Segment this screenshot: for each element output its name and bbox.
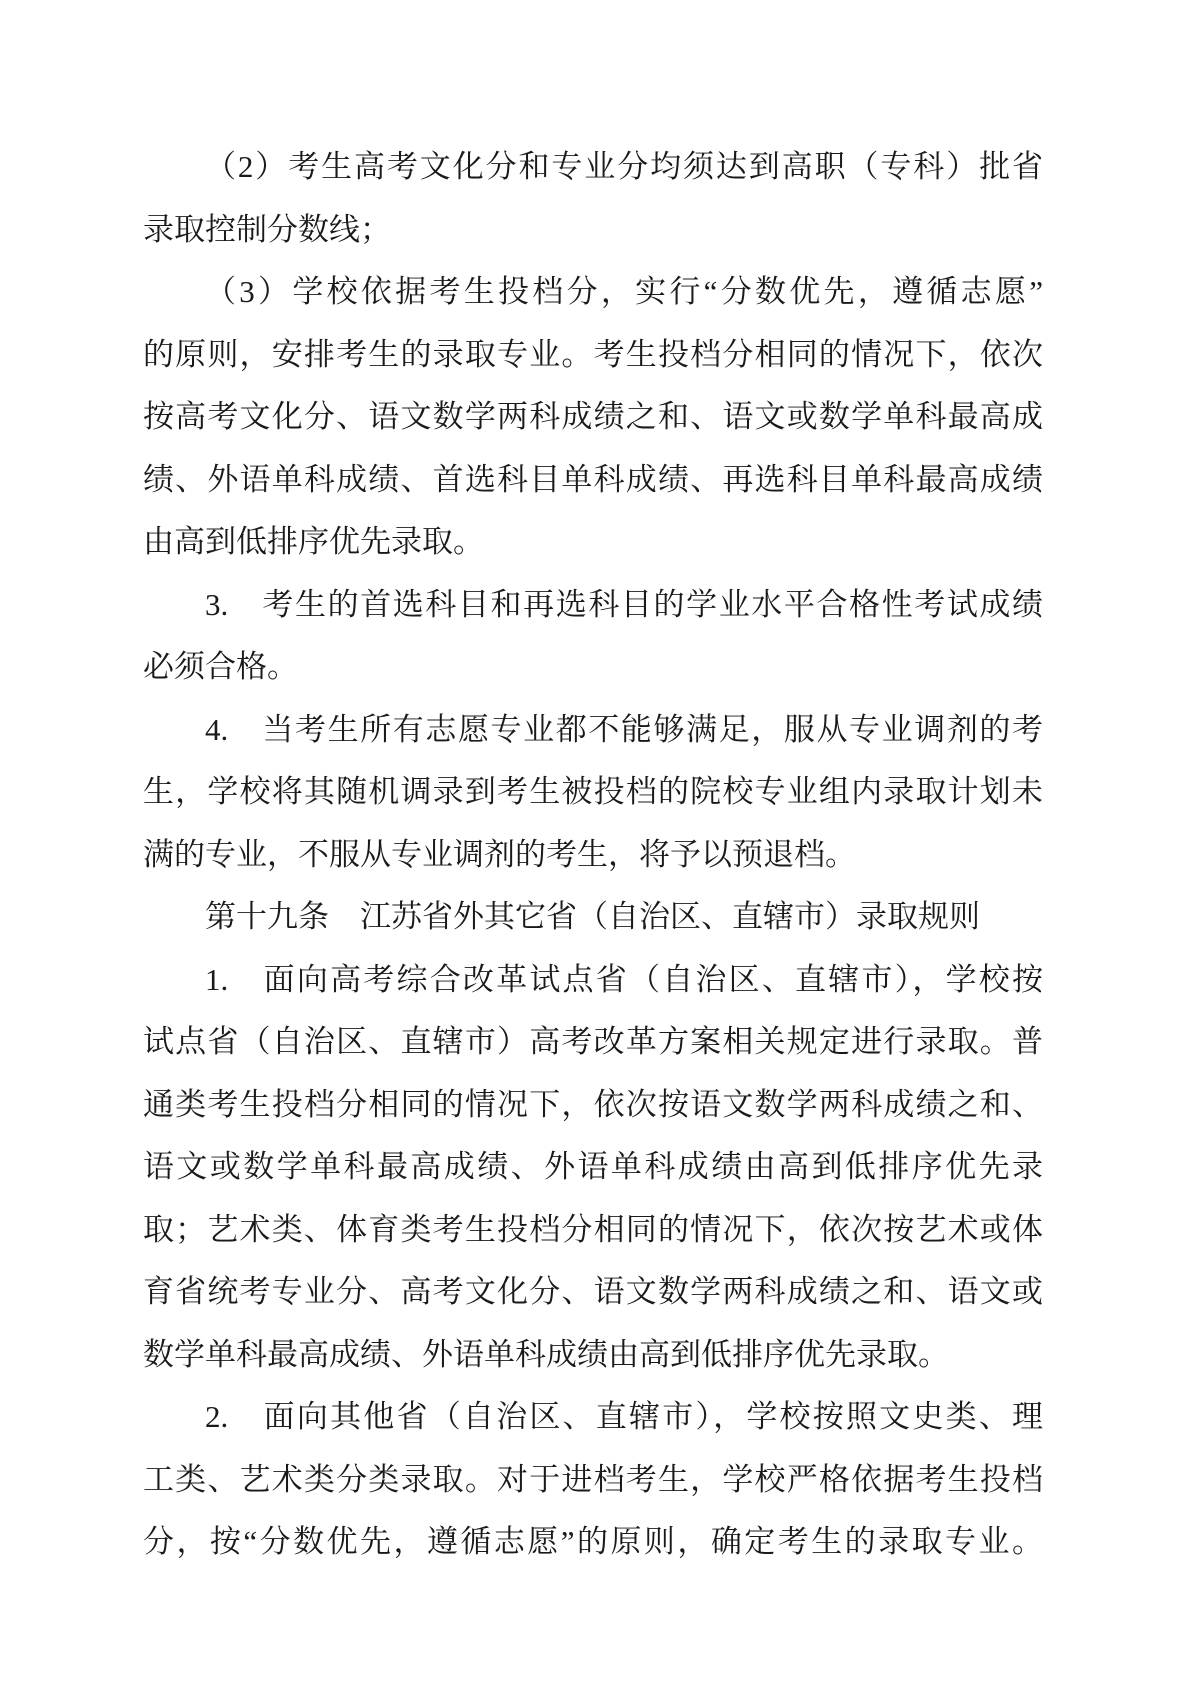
paragraph-2-line-5: 由高到低排序优先录取。 — [143, 524, 484, 559]
paragraph-1-line-1: （2）考生高考文化分和专业分均须达到高职（专科）批省 — [205, 149, 1043, 184]
paragraph-2-line-3: 按高考文化分、语文数学两科成绩之和、语文或数学单科最高成 — [143, 399, 1043, 434]
paragraph-3-line-1: 3. 考生的首选科目和再选科目的学业水平合格性考试成绩 — [205, 586, 1043, 622]
paragraph-7-line-2: 工类、艺术类分类录取。对于进档考生，学校严格依据考生投档 — [143, 1461, 1043, 1497]
paragraph-3-line-2: 必须合格。 — [143, 649, 298, 684]
paragraph-6-line-6: 育省统考专业分、高考文化分、语文数学两科成绩之和、语文或 — [143, 1274, 1043, 1309]
paragraph-7-line-1: 2. 面向其他省（自治区、直辖市），学校按照文史类、理 — [205, 1399, 1043, 1434]
paragraph-5-line-1: 第十九条 江苏省外其它省（自治区、直辖市）录取规则 — [205, 899, 980, 934]
paragraph-7-line-3: 分，按“分数优先，遵循志愿”的原则，确定考生的录取专业。 — [143, 1524, 1043, 1559]
paragraph-4-line-3: 满的专业，不服从专业调剂的考生，将予以预退档。 — [143, 836, 856, 872]
paragraph-1-line-2: 录取控制分数线； — [143, 211, 391, 247]
paragraph-6-line-5: 取；艺术类、体育类考生投档分相同的情况下，依次按艺术或体 — [143, 1211, 1043, 1247]
paragraph-2-line-1: （3）学校依据考生投档分，实行“分数优先，遵循志愿” — [205, 274, 1043, 309]
paragraph-2-line-2: 的原则，安排考生的录取专业。考生投档分相同的情况下，依次 — [143, 336, 1043, 372]
paragraph-6-line-3: 通类考生投档分相同的情况下，依次按语文数学两科成绩之和、 — [143, 1086, 1043, 1122]
paragraph-6-line-7: 数学单科最高成绩、外语单科成绩由高到低排序优先录取。 — [143, 1336, 949, 1372]
paragraph-6-line-4: 语文或数学单科最高成绩、外语单科成绩由高到低排序优先录 — [143, 1149, 1043, 1184]
paragraph-6-line-1: 1. 面向高考综合改革试点省（自治区、直辖市），学校按 — [205, 961, 1043, 997]
document-text-body — [143, 136, 1043, 1574]
paragraph-4-line-1: 4. 当考生所有志愿专业都不能够满足，服从专业调剂的考 — [205, 711, 1043, 747]
paragraph-4-line-2: 生，学校将其随机调录到考生被投档的院校专业组内录取计划未 — [143, 774, 1043, 809]
paragraph-6-line-2: 试点省（自治区、直辖市）高考改革方案相关规定进行录取。普 — [143, 1024, 1043, 1059]
paragraph-2-line-4: 绩、外语单科成绩、首选科目单科成绩、再选科目单科最高成绩 — [143, 461, 1043, 497]
